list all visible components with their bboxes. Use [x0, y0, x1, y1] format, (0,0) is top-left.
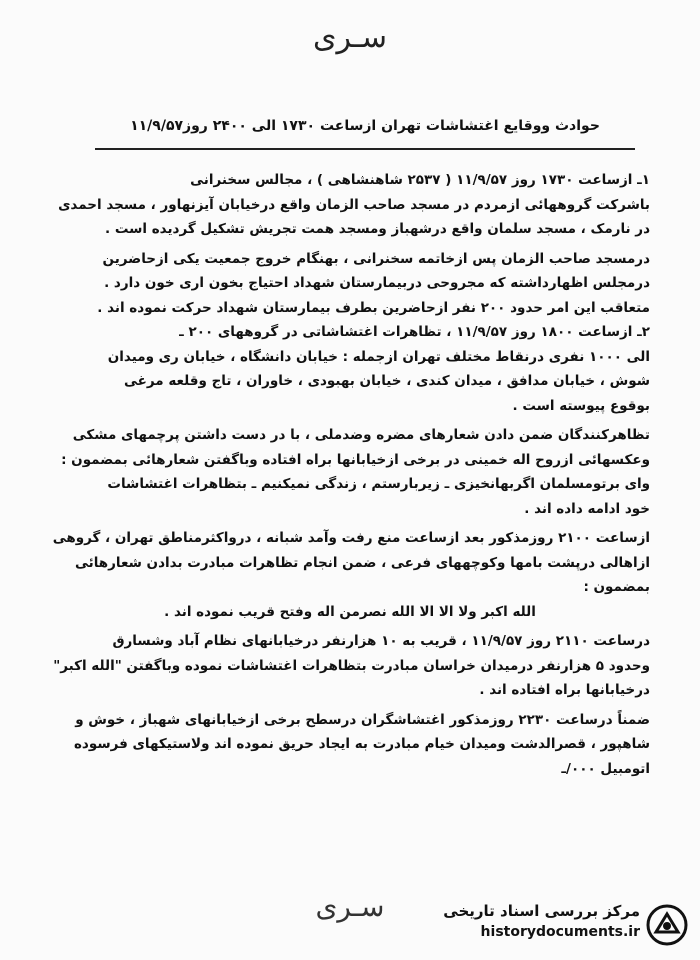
- text-line: وای برتومسلمان اگربهانخیزی ـ زیربارستم ، زندگی نمیکنیم ـ بتظاهرات اغتشاشات: [107, 476, 650, 492]
- text-line: شاهپور ، قصرالدشت ومیدان خیام مبادرت به ایجاد حریق نموده اند ولاستیکهای فرسوده: [73, 736, 650, 752]
- text-line: درمسجد صاحب الزمان پس ازخاتمه سخنرانی ، بهنگام خروج جمعیت یکی ازحاضرین: [102, 250, 650, 267]
- archive-watermark: [413, 900, 688, 950]
- text-line: درساعت ۲۱۱۰ روز ۱۱/۹/۵۷ ، قریب به ۱۰ هزارنفر درخیابانهای نظام آباد وشسارق: [112, 633, 650, 649]
- text-line: متعاقب این امر حدود ۲۰۰ نفر ازحاضرین بطرف بیمارستان شهداد حرکت نموده اند .: [97, 299, 650, 316]
- text-line: بمضمون :: [583, 579, 650, 595]
- text-line: ازساعت ۲۱۰۰ روزمذکور بعد ازساعت منع رفت وآمد شبانه ، درواکثرمناطق تهران ، گروهی: [52, 530, 650, 546]
- text-line: شوش ، خیابان مدافق ، میدان کندی ، خیابان بهبودی ، خاوران ، تاج وقلعه مرغی: [123, 373, 650, 389]
- classification-footer: سـری: [315, 890, 385, 923]
- classification-header: سـری: [313, 20, 387, 55]
- text-line: ازاهالی درپشت بامها وکوچههای فرعی ، ضمن انجام تظاهرات مبادرت بدادن شعارهائی: [74, 554, 650, 571]
- text-line: ۲ـ ازساعت ۱۸۰۰ روز ۱۱/۹/۵۷ ، تظاهرات اغتشاشاتی در گروههای ۲۰۰ ـ: [179, 324, 650, 340]
- text-line: باشرکت گروههائی ازمردم در مسجد صاحب الزمان واقع درخیابان آیزنهاور ، مسجد احمدی: [58, 196, 650, 213]
- text-line: اتومبیل ۰۰۰/ـ: [561, 760, 650, 777]
- archive-url: historydocuments.ir: [480, 924, 640, 940]
- text-line: الله اکبر ولا الا الا الله نصرمن اله وفتح قریب نموده اند .: [164, 603, 536, 620]
- text-line: درخیابانها براه افتاده اند .: [479, 682, 650, 698]
- text-line: ۱ـ ازساعت ۱۷۳۰ روز ۱۱/۹/۵۷ ( ۲۵۳۷ شاهنشاهی ) ، مجالس سخنرانی: [190, 172, 650, 188]
- document-title: حوادث ووقایع اغتشاشات تهران ازساعت ۱۷۳۰ الی ۲۴۰۰ روز۱۱/۹/۵۷: [130, 118, 600, 134]
- text-line: ضمناً درساعت ۲۲۳۰ روزمذکور اغتشاشگران درسطح برخی ازخیابانهای شهباز ، خوش و: [75, 711, 650, 728]
- archive-name: مرکز بررسی اسناد تاریخی: [443, 902, 640, 920]
- text-line: الی ۱۰۰۰ نفری درنقاط مختلف تهران ازجمله : خیابان دانشگاه ، خیابان ری ومیدان: [107, 348, 650, 365]
- text-line: خود ادامه داده اند .: [524, 500, 650, 517]
- text-line: وحدود ۵ هزارنفر درمیدان خراسان مبادرت بتظاهرات اغتشاشات نموده وباگفتن "الله اکبر": [53, 657, 650, 674]
- text-line: تظاهرکنندگان ضمن دادن شعارهای مضره وضدملی ، با در دست داشتن پرچمهای مشکی: [72, 427, 650, 443]
- text-line: وعکسهائی ازروح اله خمینی در برخی ازخیابانها براه افتاده وباگفتن شعارهائی بمضمون :: [61, 451, 650, 468]
- archive-logo-icon: [646, 904, 688, 946]
- text-line: بوقوع پیوسته است .: [512, 397, 650, 414]
- text-line: در نارمک ، مسجد سلمان واقع درشهباز ومسجد همت تجریش تشکیل گردیده است .: [104, 221, 650, 237]
- document-body: [50, 168, 650, 781]
- text-line: درمجلس اظهارداشته که مجروحی دربیمارستان شهداد احتیاج بخون اری خون دارد .: [104, 275, 650, 291]
- title-underline: [95, 148, 635, 150]
